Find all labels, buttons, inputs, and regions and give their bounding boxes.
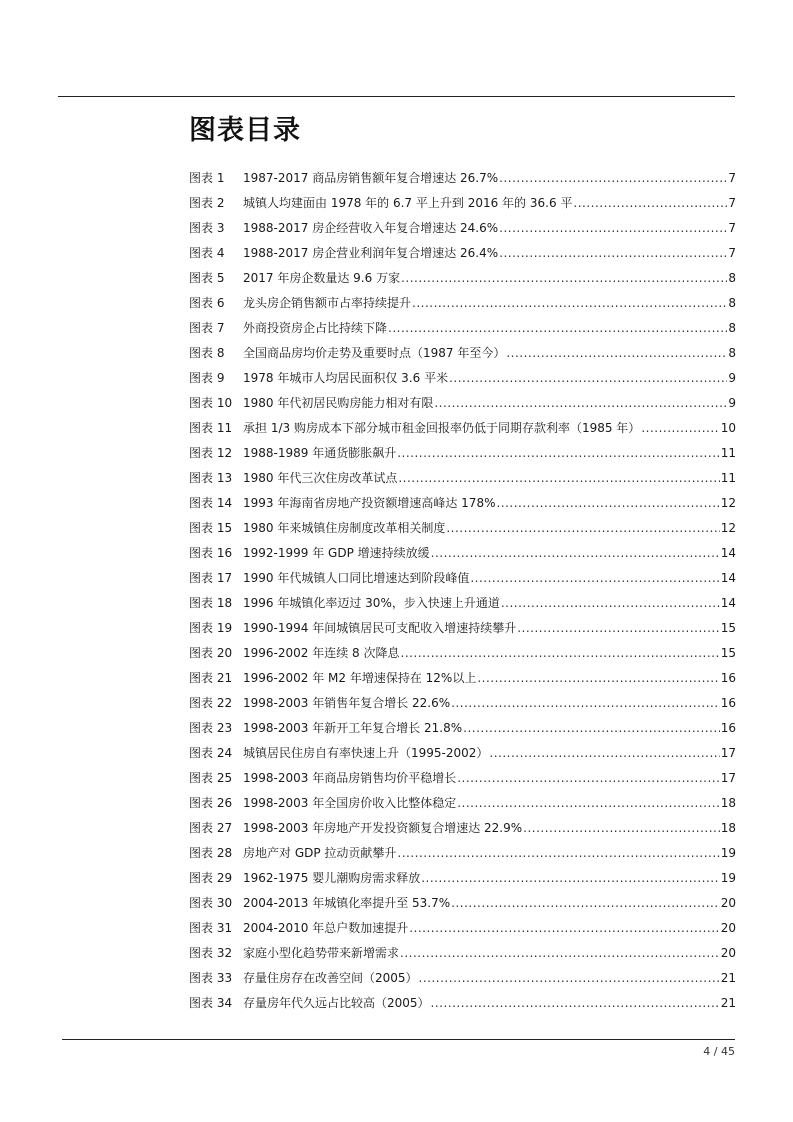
toc-entry[interactable] bbox=[189, 641, 736, 666]
toc-entry-title: 1980 年代三次住房改革试点 bbox=[243, 471, 398, 485]
toc-leader-dots bbox=[463, 716, 720, 741]
toc-entry-title: 1996-2002 年连续 8 次降息 bbox=[243, 646, 400, 660]
toc-leader-dots bbox=[457, 766, 719, 791]
toc-entry[interactable] bbox=[189, 716, 736, 741]
toc-entry-label: 图表 11 bbox=[189, 421, 233, 435]
toc-entry[interactable] bbox=[189, 916, 736, 941]
toc-entry[interactable] bbox=[189, 966, 736, 991]
toc-entry-label: 图表 8 bbox=[189, 346, 225, 360]
toc-entry-title: 1980 年来城镇住房制度改革相关制度 bbox=[243, 521, 446, 535]
toc-entry-label: 图表 21 bbox=[189, 671, 233, 685]
toc-entry-label: 图表 23 bbox=[189, 721, 233, 735]
toc-entry[interactable] bbox=[189, 991, 736, 1016]
toc-entry-page: 20 bbox=[720, 946, 736, 960]
header-rule bbox=[58, 96, 735, 97]
toc-entry-title: 龙头房企销售额市占率持续提升 bbox=[243, 296, 412, 310]
toc-entry-label: 图表 24 bbox=[189, 746, 233, 760]
toc-leader-dots bbox=[499, 166, 727, 191]
toc-leader-dots bbox=[388, 316, 727, 341]
toc-entry-title: 1998-2003 年全国房价收入比整体稳定 bbox=[243, 796, 457, 810]
toc-entry-title: 家庭小型化趋势带来新增需求 bbox=[243, 946, 400, 960]
toc-entry-page: 7 bbox=[728, 221, 736, 235]
chart-index-list bbox=[189, 166, 736, 1016]
toc-entry-title: 外商投资房企占比持续下降 bbox=[243, 321, 388, 335]
toc-entry-page: 17 bbox=[720, 771, 736, 785]
toc-leader-dots bbox=[431, 541, 720, 566]
toc-leader-dots bbox=[641, 416, 719, 441]
toc-entry[interactable] bbox=[189, 866, 736, 891]
toc-entry[interactable] bbox=[189, 816, 736, 841]
toc-entry-title: 1990 年代城镇人口同比增速达到阶段峰值 bbox=[243, 571, 470, 585]
toc-entry-page: 18 bbox=[720, 821, 736, 835]
toc-entry-label: 图表 5 bbox=[189, 271, 225, 285]
toc-entry[interactable] bbox=[189, 391, 736, 416]
toc-entry-page: 8 bbox=[728, 271, 736, 285]
toc-entry-page: 21 bbox=[720, 996, 736, 1010]
toc-leader-dots bbox=[470, 566, 719, 591]
toc-entry[interactable] bbox=[189, 441, 736, 466]
toc-entry[interactable] bbox=[189, 291, 736, 316]
toc-entry-page: 16 bbox=[720, 721, 736, 735]
toc-entry-label: 图表 18 bbox=[189, 596, 233, 610]
toc-entry[interactable] bbox=[189, 491, 736, 516]
toc-entry[interactable] bbox=[189, 666, 736, 691]
toc-entry-label: 图表 19 bbox=[189, 621, 233, 635]
toc-entry[interactable] bbox=[189, 791, 736, 816]
toc-entry-label: 图表 20 bbox=[189, 646, 233, 660]
toc-entry[interactable] bbox=[189, 191, 736, 216]
toc-leader-dots bbox=[477, 666, 719, 691]
toc-leader-dots bbox=[401, 641, 720, 666]
toc-entry-label: 图表 25 bbox=[189, 771, 233, 785]
toc-entry-label: 图表 29 bbox=[189, 871, 233, 885]
toc-entry-label: 图表 10 bbox=[189, 396, 233, 410]
toc-entry-title: 1996-2002 年 M2 年增速保持在 12%以上 bbox=[243, 671, 477, 685]
toc-entry[interactable] bbox=[189, 216, 736, 241]
toc-entry[interactable] bbox=[189, 616, 736, 641]
page-title: 图表目录 bbox=[189, 115, 301, 146]
toc-entry-title: 1980 年代初居民购房能力相对有限 bbox=[243, 396, 434, 410]
toc-entry-label: 图表 16 bbox=[189, 546, 233, 560]
toc-entry-label: 图表 17 bbox=[189, 571, 233, 585]
toc-entry-page: 17 bbox=[720, 746, 736, 760]
toc-leader-dots bbox=[451, 891, 720, 916]
toc-entry-label: 图表 1 bbox=[189, 171, 225, 185]
toc-leader-dots bbox=[412, 291, 727, 316]
toc-entry-page: 18 bbox=[720, 796, 736, 810]
toc-leader-dots bbox=[434, 391, 727, 416]
toc-entry-title: 2004-2010 年总户数加速提升 bbox=[243, 921, 409, 935]
toc-entry-page: 9 bbox=[728, 371, 736, 385]
toc-entry-page: 15 bbox=[720, 646, 736, 660]
toc-entry-label: 图表 28 bbox=[189, 846, 233, 860]
toc-entry[interactable] bbox=[189, 766, 736, 791]
toc-entry[interactable] bbox=[189, 241, 736, 266]
toc-leader-dots bbox=[573, 191, 727, 216]
toc-entry[interactable] bbox=[189, 166, 736, 191]
toc-entry-title: 1988-1989 年通货膨胀飙升 bbox=[243, 446, 397, 460]
toc-entry[interactable] bbox=[189, 841, 736, 866]
toc-entry-page: 16 bbox=[720, 696, 736, 710]
toc-entry[interactable] bbox=[189, 266, 736, 291]
toc-entry-page: 19 bbox=[720, 846, 736, 860]
toc-entry-title: 存量房年代久远占比较高（2005） bbox=[243, 996, 430, 1010]
toc-entry-page: 7 bbox=[728, 171, 736, 185]
toc-entry-label: 图表 33 bbox=[189, 971, 233, 985]
toc-entry[interactable] bbox=[189, 466, 736, 491]
toc-entry-page: 11 bbox=[720, 471, 736, 485]
toc-entry-title: 全国商品房均价走势及重要时点（1987 年至今） bbox=[243, 346, 506, 360]
toc-leader-dots bbox=[499, 216, 727, 241]
toc-leader-dots bbox=[451, 691, 720, 716]
toc-entry[interactable] bbox=[189, 566, 736, 591]
toc-entry-label: 图表 7 bbox=[189, 321, 225, 335]
toc-entry-title: 1987-2017 商品房销售额年复合增速达 26.7% bbox=[243, 171, 499, 185]
toc-leader-dots bbox=[446, 516, 719, 541]
toc-entry-label: 图表 9 bbox=[189, 371, 225, 385]
toc-entry-title: 存量住房存在改善空间（2005） bbox=[243, 971, 418, 985]
toc-entry-label: 图表 2 bbox=[189, 196, 225, 210]
toc-leader-dots bbox=[496, 491, 719, 516]
toc-entry-label: 图表 3 bbox=[189, 221, 225, 235]
toc-entry-label: 图表 31 bbox=[189, 921, 233, 935]
toc-entry-title: 1988-2017 房企经营收入年复合增速达 24.6% bbox=[243, 221, 499, 235]
toc-entry-title: 1996 年城镇化率迈过 30%，步入快速上升通道 bbox=[243, 596, 500, 610]
toc-entry-label: 图表 4 bbox=[189, 246, 225, 260]
toc-entry[interactable] bbox=[189, 516, 736, 541]
toc-entry-page: 14 bbox=[720, 546, 736, 560]
toc-entry[interactable] bbox=[189, 541, 736, 566]
toc-leader-dots bbox=[397, 841, 719, 866]
toc-leader-dots bbox=[421, 866, 719, 891]
toc-entry-title: 承担 1/3 购房成本下部分城市租金回报率仍低于同期存款利率（1985 年） bbox=[243, 421, 641, 435]
toc-entry[interactable] bbox=[189, 891, 736, 916]
toc-entry-page: 16 bbox=[720, 671, 736, 685]
toc-leader-dots bbox=[457, 791, 719, 816]
toc-entry-title: 1962-1975 婴儿潮购房需求释放 bbox=[243, 871, 421, 885]
toc-entry-label: 图表 30 bbox=[189, 896, 233, 910]
toc-leader-dots bbox=[499, 241, 727, 266]
toc-entry-label: 图表 27 bbox=[189, 821, 233, 835]
toc-entry-page: 21 bbox=[720, 971, 736, 985]
toc-leader-dots bbox=[419, 966, 720, 991]
toc-entry-label: 图表 34 bbox=[189, 996, 233, 1010]
toc-leader-dots bbox=[489, 741, 719, 766]
toc-entry-label: 图表 32 bbox=[189, 946, 233, 960]
page-number: 4 / 45 bbox=[703, 1045, 735, 1058]
toc-leader-dots bbox=[449, 366, 727, 391]
toc-entry-title: 1998-2003 年销售年复合增长 22.6% bbox=[243, 696, 451, 710]
toc-entry-title: 1993 年海南省房地产投资额增速高峰达 178% bbox=[243, 496, 496, 510]
toc-entry[interactable] bbox=[189, 591, 736, 616]
toc-entry-page: 14 bbox=[720, 596, 736, 610]
toc-entry-page: 9 bbox=[728, 396, 736, 410]
footer-rule bbox=[62, 1039, 735, 1040]
toc-entry[interactable] bbox=[189, 416, 736, 441]
toc-entry[interactable] bbox=[189, 691, 736, 716]
toc-leader-dots bbox=[523, 816, 720, 841]
toc-leader-dots bbox=[517, 616, 719, 641]
toc-entry-title: 2017 年房企数量达 9.6 万家 bbox=[243, 271, 401, 285]
toc-entry-label: 图表 14 bbox=[189, 496, 233, 510]
toc-entry-page: 12 bbox=[720, 496, 736, 510]
toc-entry-page: 8 bbox=[728, 296, 736, 310]
toc-entry-page: 7 bbox=[728, 246, 736, 260]
toc-leader-dots bbox=[400, 941, 720, 966]
toc-entry-title: 1998-2003 年房地产开发投资额复合增速达 22.9% bbox=[243, 821, 523, 835]
toc-entry-page: 11 bbox=[720, 446, 736, 460]
toc-entry-title: 房地产对 GDP 拉动贡献攀升 bbox=[243, 846, 397, 860]
toc-entry[interactable] bbox=[189, 366, 736, 391]
toc-entry-page: 14 bbox=[720, 571, 736, 585]
toc-leader-dots bbox=[398, 466, 719, 491]
toc-entry-page: 8 bbox=[728, 346, 736, 360]
toc-entry-label: 图表 15 bbox=[189, 521, 233, 535]
toc-entry-page: 20 bbox=[720, 896, 736, 910]
toc-entry-label: 图表 6 bbox=[189, 296, 225, 310]
toc-entry-title: 城镇人均建面由 1978 年的 6.7 平上升到 2016 年的 36.6 平 bbox=[243, 196, 573, 210]
toc-entry-title: 1990-1994 年间城镇居民可支配收入增速持续攀升 bbox=[243, 621, 517, 635]
toc-entry-page: 10 bbox=[720, 421, 736, 435]
toc-entry[interactable] bbox=[189, 941, 736, 966]
toc-entry-title: 城镇居民住房自有率快速上升（1995-2002） bbox=[243, 746, 489, 760]
toc-leader-dots bbox=[397, 441, 719, 466]
toc-entry[interactable] bbox=[189, 741, 736, 766]
toc-entry-title: 1978 年城市人均居民面积仅 3.6 平米 bbox=[243, 371, 449, 385]
toc-entry[interactable] bbox=[189, 316, 736, 341]
toc-leader-dots bbox=[506, 341, 727, 366]
toc-leader-dots bbox=[431, 991, 720, 1016]
toc-entry-page: 15 bbox=[720, 621, 736, 635]
toc-leader-dots bbox=[501, 591, 720, 616]
toc-entry-label: 图表 26 bbox=[189, 796, 233, 810]
toc-entry-title: 1988-2017 房企营业利润年复合增速达 26.4% bbox=[243, 246, 499, 260]
toc-entry-label: 图表 12 bbox=[189, 446, 233, 460]
toc-entry-page: 19 bbox=[720, 871, 736, 885]
toc-entry-page: 8 bbox=[728, 321, 736, 335]
toc-entry-page: 20 bbox=[720, 921, 736, 935]
toc-entry-page: 12 bbox=[720, 521, 736, 535]
toc-leader-dots bbox=[401, 266, 727, 291]
toc-entry-title: 2004-2013 年城镇化率提升至 53.7% bbox=[243, 896, 451, 910]
toc-leader-dots bbox=[409, 916, 719, 941]
toc-entry-label: 图表 13 bbox=[189, 471, 233, 485]
toc-entry-page: 7 bbox=[728, 196, 736, 210]
toc-entry[interactable] bbox=[189, 341, 736, 366]
toc-entry-title: 1998-2003 年新开工年复合增长 21.8% bbox=[243, 721, 463, 735]
toc-entry-title: 1992-1999 年 GDP 增速持续放缓 bbox=[243, 546, 430, 560]
toc-entry-label: 图表 22 bbox=[189, 696, 233, 710]
toc-entry-title: 1998-2003 年商品房销售均价平稳增长 bbox=[243, 771, 457, 785]
